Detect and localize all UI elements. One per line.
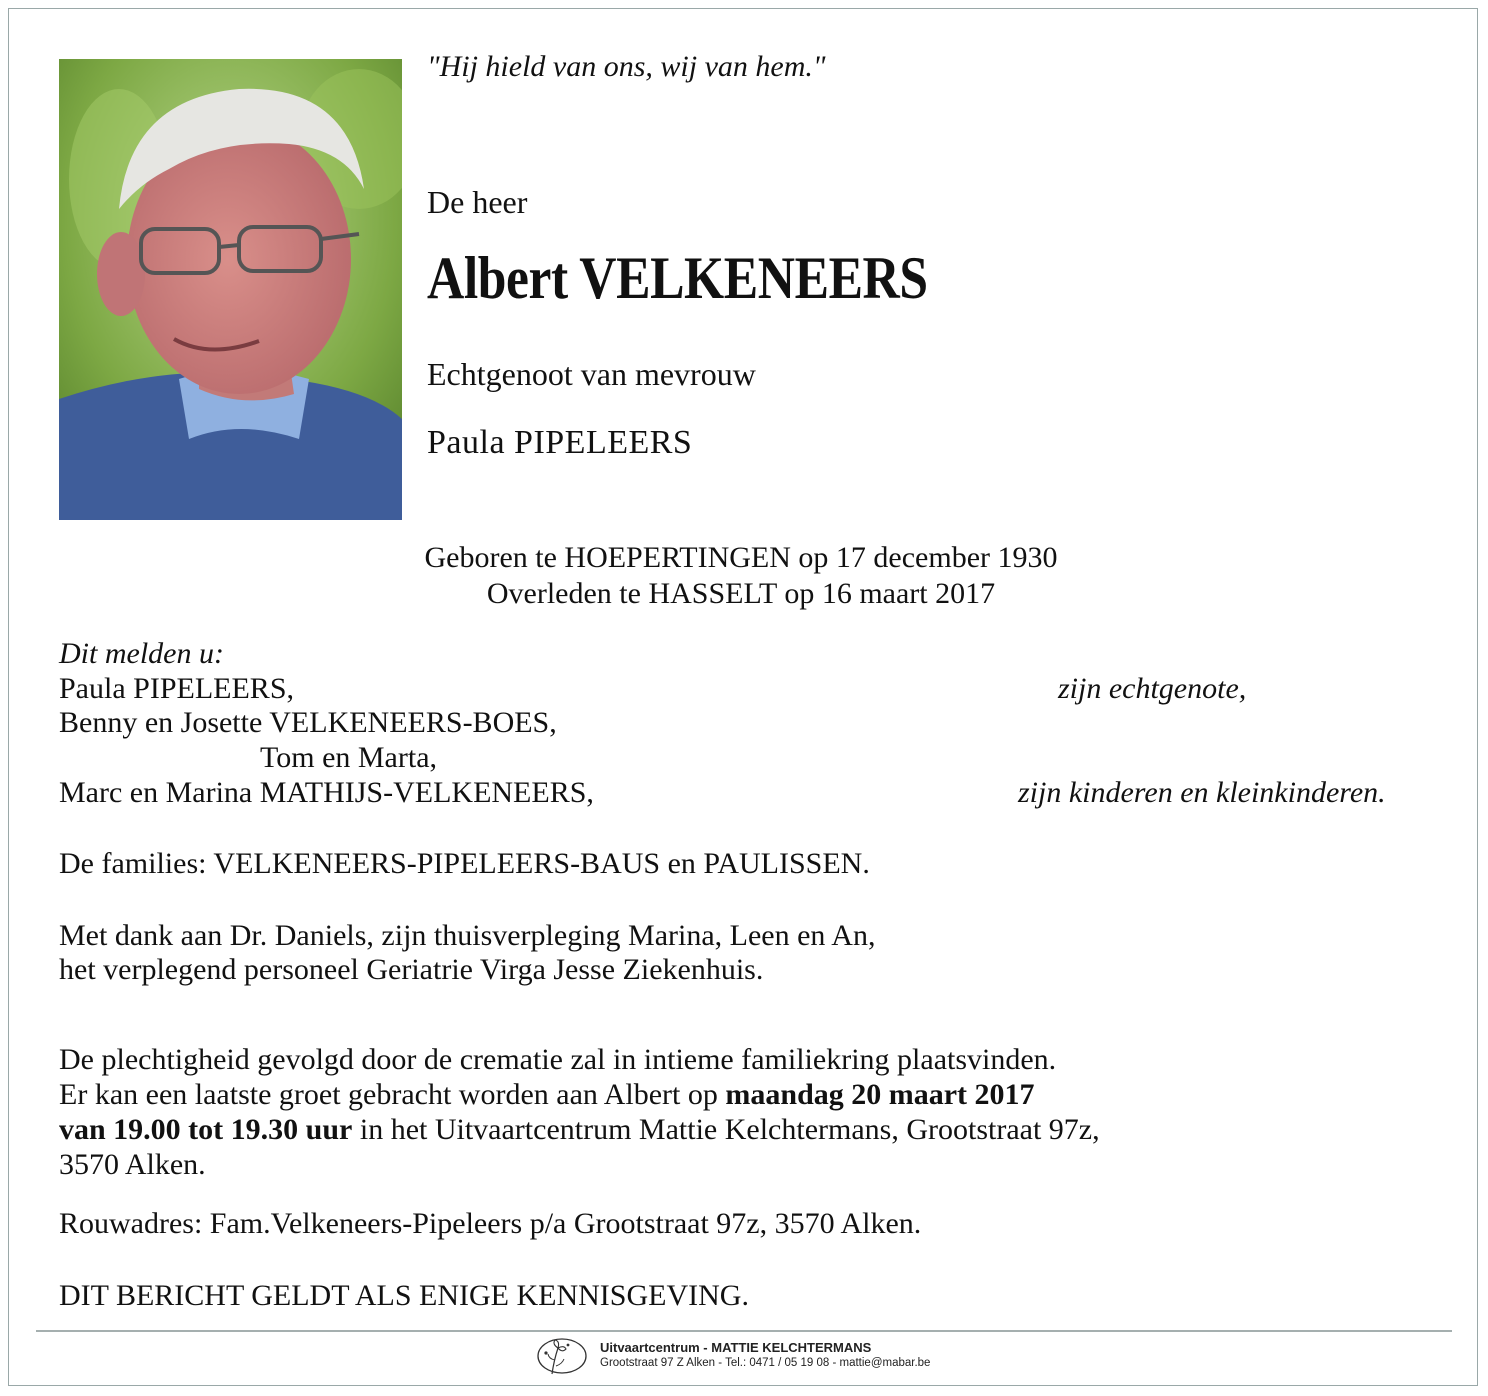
spouse-name: Paula PIPELEERS: [427, 424, 693, 461]
ceremony-line: [59, 1078, 1035, 1112]
ceremony-line: 3570 Alken.: [59, 1148, 206, 1181]
life-dates: [0, 540, 1488, 612]
thanks-line: het verplegend personeel Geriatrie Virga Jesse Ziekenhuis.: [59, 953, 764, 986]
families-line: De families: VELKENEERS-PIPELEERS-BAUS en PAULISSEN.: [59, 847, 870, 880]
footer-address: Grootstraat 97 Z Alken - Tel.: 0471 / 05 19 08 - mattie@mabar.be: [600, 1357, 931, 1369]
portrait-photo: [59, 59, 402, 520]
thanks-line: Met dank aan Dr. Daniels, zijn thuisverpleging Marina, Leen en An,: [59, 919, 876, 952]
ceremony-line: [59, 1113, 1100, 1147]
mourning-address: Rouwadres: Fam.Velkeneers-Pipeleers p/a Grootstraat 97z, 3570 Alken.: [59, 1207, 922, 1240]
announcer-relation: zijn echtgenote,: [1058, 672, 1247, 705]
announcer-name: Tom en Marta,: [260, 741, 438, 774]
ceremony-line: De plechtigheid gevolgd door de crematie zal in intieme familiekring plaatsvinden.: [59, 1043, 1057, 1076]
flower-sketch-icon: [534, 1336, 592, 1380]
ceremony-text: in het Uitvaartcentrum Mattie Kelchtermans, Grootstraat 97z,: [352, 1113, 1100, 1146]
ceremony-text: Er kan een laatste groet gebracht worden aan Albert op: [59, 1078, 726, 1111]
death-line: Overleden te HASSELT op 16 maart 2017: [486, 577, 996, 610]
deceased-name: Albert VELKENEERS: [427, 245, 928, 311]
announcer-name: Benny en Josette VELKENEERS-BOES,: [59, 706, 557, 739]
footer-company: Uitvaartcentrum - MATTIE KELCHTERMANS: [600, 1340, 872, 1355]
spouse-label: Echtgenoot van mevrouw: [427, 356, 756, 392]
announcers-intro: Dit melden u:: [59, 637, 224, 670]
closing-notice: DIT BERICHT GELDT ALS ENIGE KENNISGEVING.: [59, 1279, 749, 1312]
announcer-name: Marc en Marina MATHIJS-VELKENEERS,: [59, 776, 594, 809]
birth-line: Geboren te HOEPERTINGEN op 17 december 1930: [424, 541, 1058, 574]
announcer-name: Paula PIPELEERS,: [59, 672, 295, 705]
memorial-quote: "Hij hield van ons, wij van hem.": [427, 50, 826, 83]
ceremony-date: maandag 20 maart 2017: [725, 1078, 1035, 1111]
ceremony-time: van 19.00 tot 19.30 uur: [59, 1113, 353, 1146]
honorific: De heer: [427, 184, 528, 220]
footer-divider: [36, 1330, 1452, 1332]
announcer-relation: zijn kinderen en kleinkinderen.: [1018, 776, 1386, 809]
